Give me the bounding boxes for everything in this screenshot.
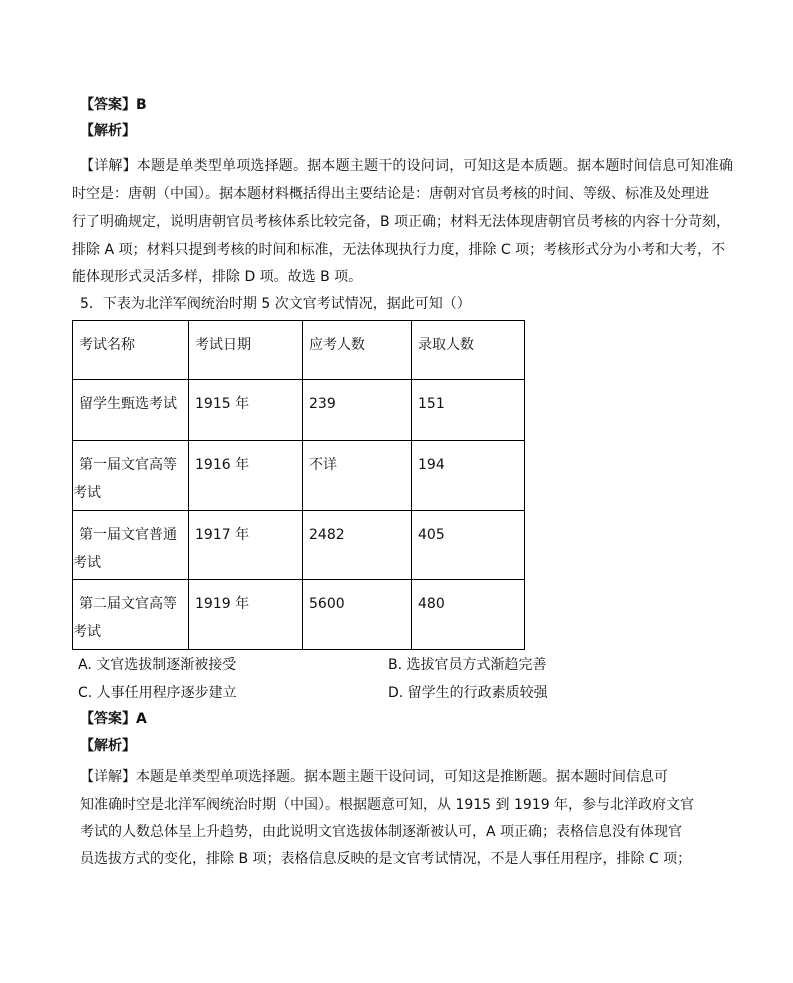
table-row [73,441,525,511]
exam-name: 留学生甄选考试 [79,396,177,412]
q5-detail-line: 知准确时空是北洋军阀统治时期（中国）。根据题意可知，从 1915 到 1919 年，参与北洋政府文官 [80,797,695,813]
table-header-cell: 录取人数 [412,321,525,380]
q4-detail-line: 【详解】本题是单类型单项选择题。据本题主题干的设问词，可知这是本质题。据本题时间信息可知准确 [80,158,734,174]
q5-detail-line: 考试的人数总体呈上升趋势，由此说明文官选拔体制逐渐被认可，A 项正确；表格信息没有体现官 [80,824,683,840]
table-cell-name [73,380,189,441]
exam-table [72,320,525,650]
exam-name-line1: 第二届文官高等 [79,596,177,612]
exam-name-line2: 考试 [73,485,101,501]
table-cell-name [73,441,189,511]
table-cell-date: 1916 年 [189,441,303,511]
table-cell-admitted: 194 [412,441,525,511]
table-cell-admitted: 405 [412,511,525,580]
table-cell-applicants: 239 [303,380,412,441]
q4-analysis-label: 【解析】 [80,123,136,139]
table-header-cell: 考试日期 [189,321,303,380]
table-cell-name [73,511,189,580]
q4-answer-value: B [136,97,147,113]
exam-name-line2: 考试 [73,624,101,640]
table-row [73,380,525,441]
exam-name-line2: 考试 [73,555,101,571]
q4-detail-line: 时空是：唐朝（中国）。据本题材料概括得出主要结论是：唐朝对官员考核的时间、等级、标准及处理进 [72,186,709,202]
table-cell-date: 1915 年 [189,380,303,441]
table-cell-applicants: 不详 [303,441,412,511]
q5-answer-label: 【答案】 [80,711,136,727]
q5-answer-value: A [136,711,147,727]
option-d[interactable]: D. 留学生的行政素质较强 [388,685,548,701]
q4-answer-label: 【答案】 [80,97,136,113]
table-header-row [73,321,525,380]
q4-detail-line: 排除 A 项；材料只提到考核的时间和标准，无法体现执行力度，排除 C 项；考核形式分为小考和大考，不 [72,242,726,258]
table-row [73,511,525,580]
q4-answer [80,95,147,115]
q5-detail-line: 员选拔方式的变化，排除 B 项；表格信息反映的是文官考试情况，不是人事任用程序，排除 C 项； [80,851,692,867]
table-cell-admitted: 151 [412,380,525,441]
option-c[interactable]: C. 人事任用程序逐步建立 [78,685,237,701]
option-a[interactable]: A. 文官选拔制逐渐被接受 [78,657,237,673]
table-cell-applicants: 2482 [303,511,412,580]
q4-detail-line: 能体现形式灵活多样，排除 D 项。故选 B 项。 [72,269,363,285]
option-b[interactable]: B. 选拔官员方式渐趋完善 [388,657,547,673]
q4-detail-line: 行了明确规定，说明唐朝官员考核体系比较完备，B 项正确；材料无法体现唐朝官员考核的内容十分苛刻， [72,214,731,230]
q5-answer [80,709,147,729]
q5-question: 5．下表为北洋军阀统治时期 5 次文官考试情况，据此可知（） [80,296,471,312]
exam-name-line1: 第一届文官普通 [79,527,177,543]
q5-detail-line: 【详解】本题是单类型单项选择题。据本题主题干设问词，可知这是推断题。据本题时间信息可 [80,769,668,785]
table-header-cell: 考试名称 [73,321,189,380]
table-cell-date: 1917 年 [189,511,303,580]
table-row [73,580,525,650]
table-cell-name [73,580,189,650]
table-cell-applicants: 5600 [303,580,412,650]
exam-name-line1: 第一届文官高等 [79,457,177,473]
table-cell-admitted: 480 [412,580,525,650]
table-cell-date: 1919 年 [189,580,303,650]
q5-analysis-label: 【解析】 [80,738,136,754]
table-header-cell: 应考人数 [303,321,412,380]
